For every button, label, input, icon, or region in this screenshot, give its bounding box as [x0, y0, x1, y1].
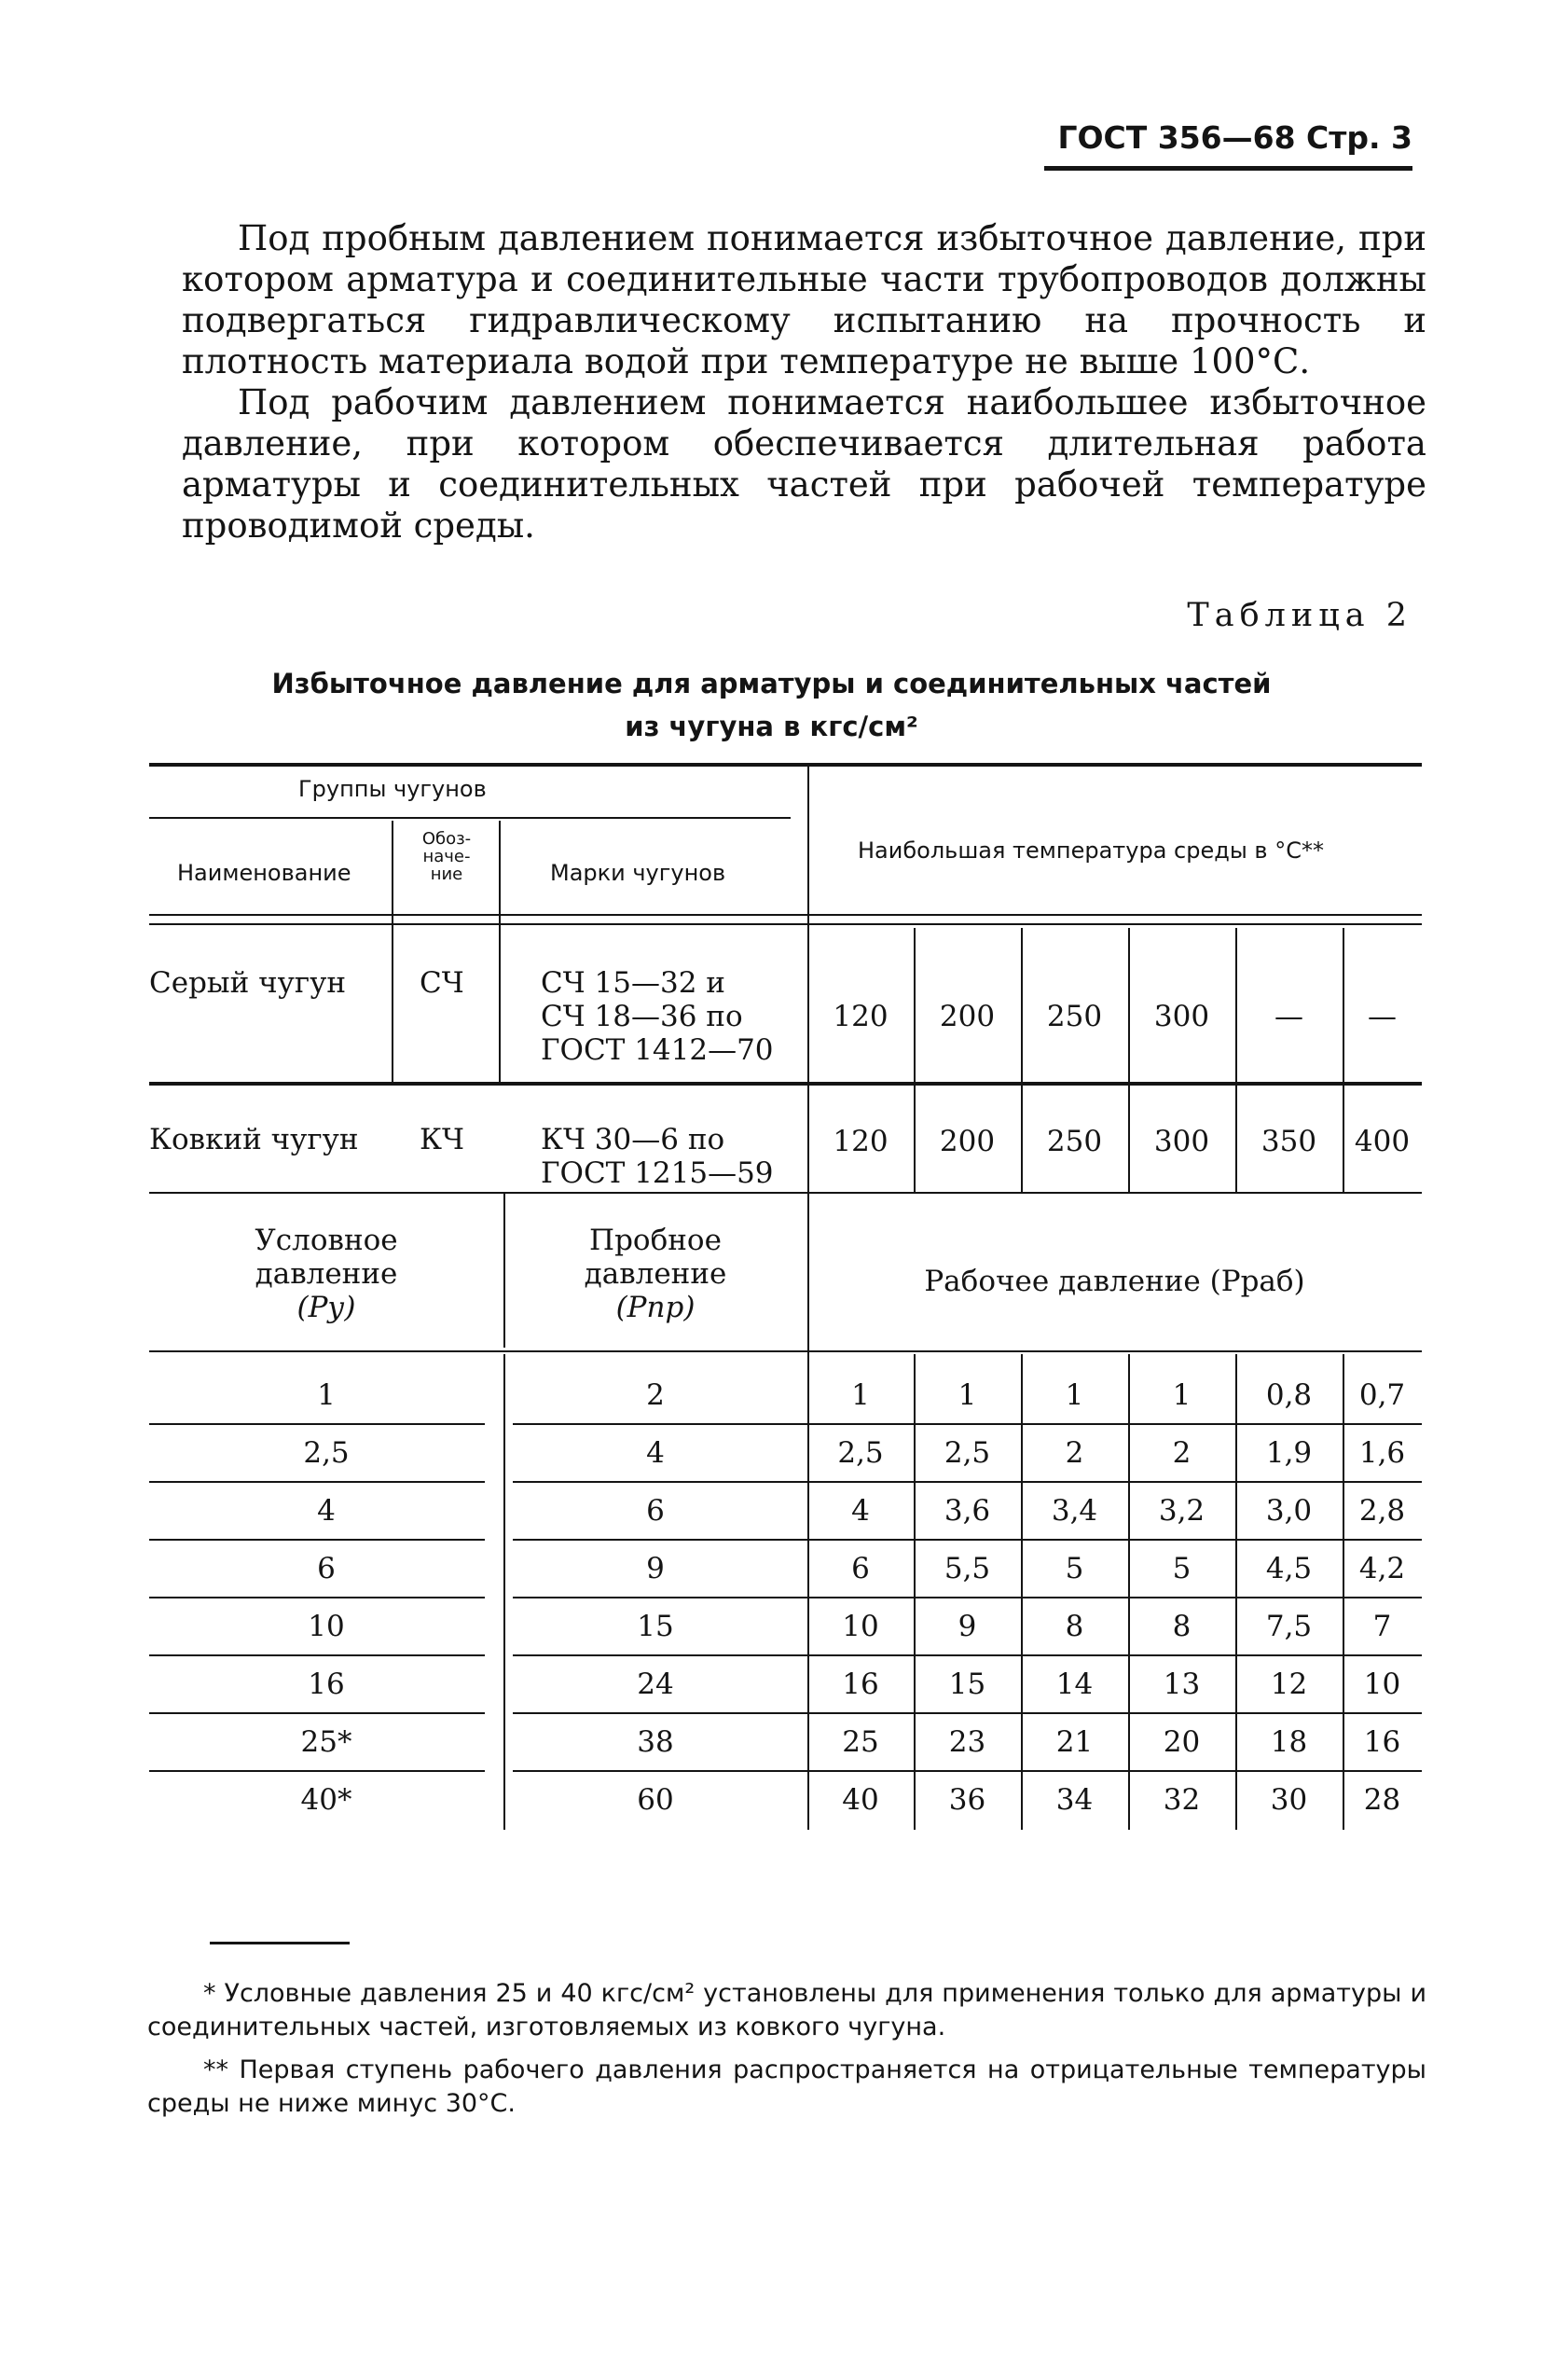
material-name-malleable: Ковкий чугун	[149, 1123, 359, 1156]
test-pressure-cell: 4	[646, 1436, 665, 1470]
footnote-rule	[210, 1942, 350, 1944]
row-malleable-bottom-rule	[149, 1192, 1422, 1194]
table-top-rule	[149, 763, 1422, 767]
working-pressure-cell: 13	[1163, 1667, 1201, 1701]
working-pressure-cell: 3,0	[1265, 1494, 1313, 1528]
temp-cell: 300	[1153, 1000, 1210, 1033]
working-pressure-cell: 2,5	[944, 1436, 991, 1470]
working-pressure-cell: 1	[851, 1378, 870, 1412]
table-title-line-2: из чугуна в кгс/см²	[625, 711, 918, 742]
temp-cell: 250	[1046, 1125, 1103, 1158]
header-bottom-rule	[149, 914, 1422, 916]
working-pressure-cell: 10	[1363, 1667, 1401, 1701]
mark-line: КЧ 30—6 по	[541, 1123, 725, 1156]
working-pressure-cell: 16	[1363, 1725, 1401, 1759]
working-pressure-cell: 25	[842, 1725, 879, 1759]
header-nominal-pressure	[149, 1224, 503, 1324]
nominal-pressure-cell: 10	[308, 1610, 345, 1643]
row-underline-left	[149, 1597, 485, 1598]
row-underline-right	[513, 1423, 1422, 1425]
working-pressure-cell: 5,5	[944, 1552, 991, 1585]
test-pressure-cell: 9	[646, 1552, 665, 1585]
temp-cell: —	[1368, 1000, 1397, 1033]
test-pressure-cell: 2	[646, 1378, 665, 1412]
temp-cell: 120	[833, 1125, 889, 1158]
mark-line: ГОСТ 1215—59	[541, 1156, 774, 1190]
working-pressure-cell: 0,7	[1358, 1378, 1406, 1412]
row-underline-left	[149, 1712, 485, 1714]
working-pressure-cell: 0,8	[1265, 1378, 1313, 1412]
material-code-malleable: КЧ	[420, 1123, 464, 1156]
working-pressure-cell: 40	[842, 1783, 879, 1817]
working-pressure-cell: 2,8	[1358, 1494, 1406, 1528]
header-designation: Обоз- наче- ние	[421, 829, 472, 884]
table-title-line-1: Избыточное давление для арматуры и соединительных частей	[271, 668, 1272, 699]
footnote-1: * Условные давления 25 и 40 кгс/см² установлены для применения только для арматуры и соединительных частей, изготовляемых из ковкого чугуна.	[147, 1979, 1426, 2041]
working-pressure-cell: 14	[1055, 1667, 1094, 1701]
row-underline-left	[149, 1770, 485, 1772]
nominal-pressure-cell: 1	[317, 1378, 336, 1412]
working-pressure-cell: 1,6	[1358, 1436, 1406, 1470]
header-working-pressure: Рабочее давление (Pраб)	[924, 1265, 1305, 1298]
test-pressure-cell: 6	[646, 1494, 665, 1528]
working-pressure-cell: 1	[957, 1378, 977, 1412]
nominal-pressure-cell: 25*	[300, 1725, 352, 1759]
nominal-pressure-cell: 4	[317, 1494, 336, 1528]
working-pressure-cell: 18	[1270, 1725, 1308, 1759]
temp-cell: 350	[1261, 1125, 1317, 1158]
page-header: ГОСТ 356—68 Стр. 3	[1057, 119, 1412, 156]
row-underline-right	[513, 1770, 1422, 1772]
header-line: Пробное	[589, 1224, 722, 1257]
test-pressure-cell: 15	[637, 1610, 674, 1643]
header-bottom-rule-2	[149, 923, 1422, 925]
temp-cell: —	[1274, 1000, 1303, 1033]
mark-line: СЧ 15—32 и	[541, 966, 725, 1000]
working-pressure-cell: 2	[1172, 1436, 1192, 1470]
temp-cell: 200	[939, 1125, 996, 1158]
working-pressure-cell: 4,5	[1265, 1552, 1313, 1585]
vline-name	[392, 821, 393, 1082]
mark-line: ГОСТ 1412—70	[541, 1033, 774, 1067]
nominal-pressure-cell: 16	[308, 1667, 345, 1701]
groups-rule	[149, 817, 791, 819]
temp-cell: 120	[833, 1000, 889, 1033]
row-underline-left	[149, 1423, 485, 1425]
test-pressure-cell: 38	[637, 1725, 674, 1759]
working-pressure-cell: 15	[948, 1667, 986, 1701]
working-pressure-cell: 12	[1270, 1667, 1308, 1701]
working-pressure-cell: 10	[842, 1610, 879, 1643]
header-line: (Pу)	[296, 1291, 356, 1324]
working-pressure-cell: 21	[1055, 1725, 1094, 1759]
temp-cell: 200	[939, 1000, 996, 1033]
material-marks-gray	[541, 966, 774, 1067]
paragraph-working-pressure: Под рабочим давлением понимается наибольшее избыточное давление, при котором обеспечивается длительная работа арматуры и соединительных частей при рабочей температуре проводимой среды.	[182, 382, 1426, 546]
material-code-gray: СЧ	[420, 966, 464, 1000]
working-pressure-cell: 8	[1065, 1610, 1084, 1643]
working-pressure-cell: 1	[1065, 1378, 1084, 1412]
temp-cell: 400	[1354, 1125, 1411, 1158]
working-pressure-cell: 2	[1065, 1436, 1084, 1470]
nominal-pressure-cell: 6	[317, 1552, 336, 1585]
row-underline-left	[149, 1654, 485, 1656]
header-name: Наименование	[177, 860, 351, 886]
header-line: Условное	[255, 1224, 398, 1257]
working-pressure-cell: 5	[1172, 1552, 1192, 1585]
working-pressure-cell: 9	[957, 1610, 977, 1643]
material-name-gray: Серый чугун	[149, 966, 346, 1000]
working-pressure-cell: 7	[1372, 1610, 1392, 1643]
working-pressure-cell: 8	[1172, 1610, 1192, 1643]
header-line: давление	[584, 1257, 727, 1291]
test-pressure-cell: 60	[637, 1783, 674, 1817]
working-pressure-cell: 7,5	[1265, 1610, 1313, 1643]
vline-code	[499, 821, 501, 1082]
table-label: Таблица 2	[1187, 597, 1412, 634]
row-gray-bottom-rule	[149, 1082, 1422, 1086]
working-pressure-cell: 3,6	[944, 1494, 991, 1528]
row-underline-right	[513, 1539, 1422, 1541]
working-pressure-cell: 36	[948, 1783, 986, 1817]
table-title	[149, 662, 1394, 748]
working-pressure-cell: 3,4	[1051, 1494, 1098, 1528]
working-pressure-cell: 1	[1172, 1378, 1192, 1412]
working-pressure-cell: 1,9	[1265, 1436, 1313, 1470]
working-pressure-cell: 6	[851, 1552, 870, 1585]
working-pressure-cell: 4,2	[1358, 1552, 1406, 1585]
paragraph-test-pressure: Под пробным давлением понимается избыточное давление, при котором арматура и соединительные части трубопроводов должны подвергаться гидравлическому испытанию на прочность и плотность материала водой при температуре не выше 100°С.	[182, 218, 1426, 381]
row-underline-left	[149, 1481, 485, 1483]
header-max-temp: Наибольшая температура среды в °С**	[858, 837, 1324, 864]
working-pressure-cell: 32	[1163, 1783, 1201, 1817]
nominal-pressure-cell: 40*	[300, 1783, 352, 1817]
working-pressure-cell: 20	[1163, 1725, 1201, 1759]
header-marks: Марки чугунов	[550, 860, 726, 886]
pressure-header-bottom-rule	[149, 1350, 1422, 1352]
working-pressure-cell: 16	[842, 1667, 879, 1701]
working-pressure-cell: 3,2	[1158, 1494, 1205, 1528]
footnote-2: ** Первая ступень рабочего давления распространяется на отрицательные температуры среды не ниже минус 30°С.	[147, 2055, 1426, 2118]
header-groups: Группы чугунов	[298, 776, 487, 802]
row-underline-right	[513, 1654, 1422, 1656]
row-underline-left	[149, 1539, 485, 1541]
working-pressure-cell: 28	[1363, 1783, 1401, 1817]
working-pressure-cell: 34	[1055, 1783, 1094, 1817]
temp-cell: 250	[1046, 1000, 1103, 1033]
header-test-pressure	[503, 1224, 807, 1324]
header-line: давление	[255, 1257, 398, 1291]
row-underline-right	[513, 1597, 1422, 1598]
working-pressure-cell: 30	[1270, 1783, 1308, 1817]
mark-line: СЧ 18—36 по	[541, 1000, 743, 1033]
nominal-pressure-cell: 2,5	[303, 1436, 350, 1470]
material-marks-malleable	[541, 1123, 774, 1190]
working-pressure-cell: 4	[851, 1494, 870, 1528]
row-underline-right	[513, 1712, 1422, 1714]
row-underline-right	[513, 1481, 1422, 1483]
working-pressure-cell: 23	[948, 1725, 986, 1759]
working-pressure-cell: 2,5	[837, 1436, 884, 1470]
test-pressure-cell: 24	[637, 1667, 674, 1701]
header-line: (Pпр)	[615, 1291, 696, 1324]
temp-cell: 300	[1153, 1125, 1210, 1158]
header-rule	[1044, 166, 1412, 171]
working-pressure-cell: 5	[1065, 1552, 1084, 1585]
